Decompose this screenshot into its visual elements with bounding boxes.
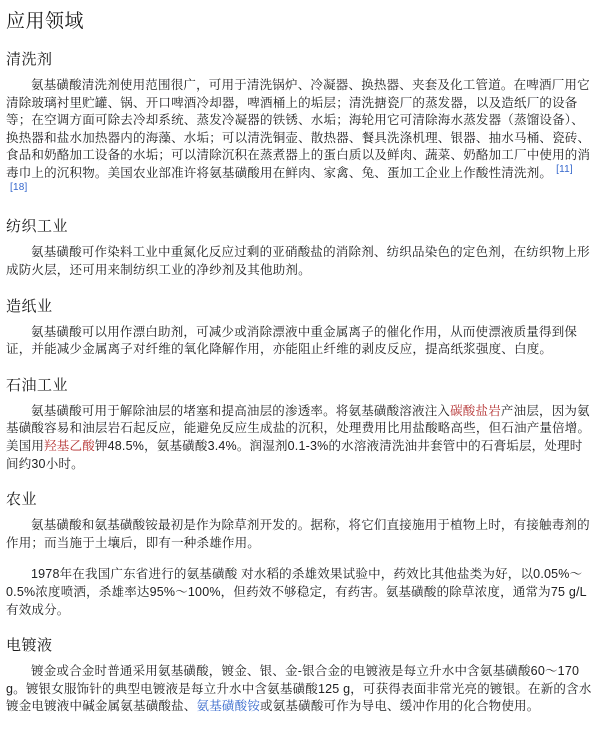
text-run: 镀金或合金时普通采用氨基磺酸，镀金、银、金-银合金的电镀液是每立升水中含氨基磺酸60～170 g。镀银女服饰针的典型电镀液是每立升水中含氨基磺酸125 g，可获得表面非常光亮的镀银。在新的含水镀金电镀液中碱金属氨基磺酸盐、 (6, 664, 592, 714)
paragraph (6, 77, 593, 200)
text-run: 或氨基磺酸可作为导电、缓冲作用的化合物使用。 (260, 699, 540, 714)
citation-ref (556, 164, 573, 175)
paragraph (6, 403, 593, 473)
wiki-redlink[interactable]: 羟基乙酸 (44, 439, 95, 454)
text-run: 产油层，因为氨基磺酸容易和油层岩石起反应，能避免反应生成盐的沉积，处理费用比用盐酸略高些，但石油产量倍增。美国用 (6, 403, 591, 454)
text-run: 氨基磺酸可以用作漂白助剂，可减少或消除漂液中重金属离子的催化作用，从而使漂液质量得到保证，并能减少金属离子对纤维的氧化降解作用，亦能阻止纤维的剥皮反应，提高纸浆强度、白度。 (6, 324, 578, 357)
wiki-redlink[interactable]: 碳酸盐岩 (450, 403, 501, 418)
text-run: 氨基磺酸可用于解除油层的堵塞和提高油层的渗透率。将氨基磺酸溶液注入 (31, 403, 451, 418)
text-run: 钾48.5%，氨基磺酸3.4%。润湿剂0.1-3%的水溶液清洗油井套管中的石膏垢层，处理时间约30小时。 (6, 439, 583, 471)
text-run: 氨基磺酸清洗剂使用范围很广，可用于清洗锅炉、冷凝器、换热器、夹套及化工管道。在啤酒厂用它清除玻璃衬里贮罐、锅、开口啤酒冷却器，啤酒桶上的垢层；清洗搪瓷厂的蒸发器，以及造纸厂的设备等；在空调方面可除去冷却系统、蒸发冷凝器的铁锈、水垢；海轮用它可清除海水蒸发器（蒸馏设备）、换热器和盐水加热器内的海藻、水垢；可以清洗铜壶、散热器、餐具洗涤机理、银器、抽水马桶、瓷砖、食品和奶酪加工设备的水垢；可以清除沉积在蒸煮器上的蛋白质以及鲜肉、蔬菜、奶酪加工厂中使用的消毒巾上的沉积物。美国农业部准许将氨基磺酸用在鲜肉、家禽、兔、蛋加工企业上作酸性清洗剂。 (6, 78, 591, 181)
paragraph (6, 517, 593, 552)
section-heading: 造纸业 (6, 297, 53, 315)
citation-ref (10, 182, 27, 193)
text-run: 氨基磺酸可作染料工业中重氮化反应过剩的亚硝酸盐的消除剂、纺织品染色的定色剂，在纺织物上形成防火层，还可用来制纺织工业的净纱剂及其他助剂。 (6, 245, 590, 278)
section-heading: 清洗剂 (6, 51, 53, 68)
paragraph (6, 663, 593, 716)
citation-ref-link[interactable]: [18] (10, 181, 28, 193)
page-title: 应用领域 (6, 11, 85, 32)
text-run: 氨基磺酸和氨基磺酸铵最初是作为除草剂开发的。据称，将它们直接施用于植物上时，有接触毒剂的作用；而当施于土壤后，即有一种杀雄作用。 (6, 518, 590, 550)
section-heading: 农业 (6, 491, 38, 509)
section-heading: 纺织工业 (6, 218, 69, 236)
wiki-link[interactable]: 氨基磺酸铵 (196, 699, 261, 714)
article-sections (6, 48, 593, 716)
section-heading: 石油工业 (6, 376, 69, 394)
citation-ref-link[interactable]: [11] (556, 163, 573, 175)
section-heading: 电镀液 (6, 637, 53, 655)
text-run: 1978年在我国广东省进行的氨基磺酸 对水稻的杀雄效果试验中，药效比其他盐类为好，以0.05%～0.5%浓度喷洒，杀雄率达95%～100%，但药效不够稳定，有药害。氨基磺酸的除草浓度，通常为75 g/L有效成分。 (6, 567, 587, 617)
paragraph (6, 566, 593, 619)
paragraph (6, 244, 593, 279)
paragraph (6, 324, 593, 359)
